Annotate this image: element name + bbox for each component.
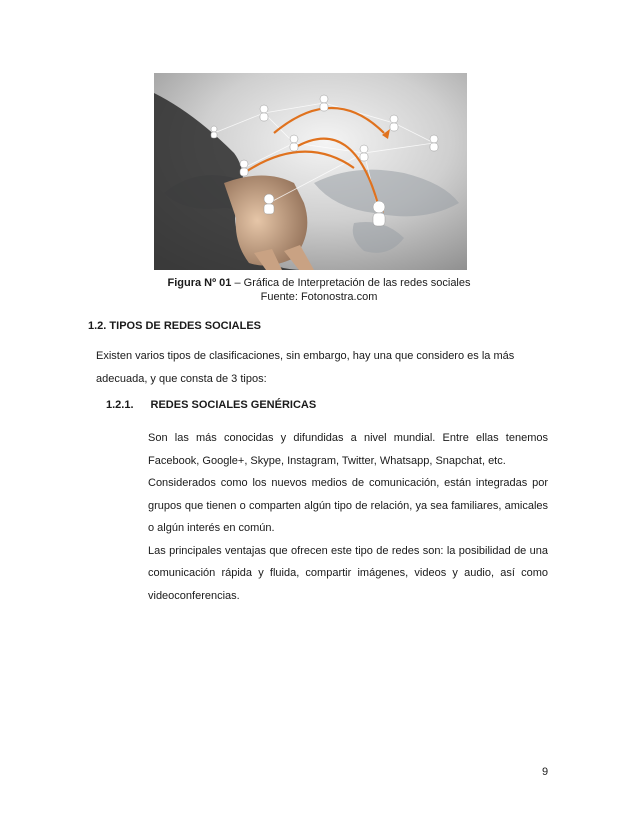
figure-caption bbox=[0, 276, 638, 290]
social-network-illustration bbox=[154, 73, 467, 270]
figure-image bbox=[154, 73, 467, 270]
figure-caption-text: – Gráfica de Interpretación de las redes sociales bbox=[231, 277, 471, 289]
subsection-heading bbox=[106, 398, 316, 412]
figure-caption-label: Figura Nº 01 bbox=[167, 277, 232, 289]
paragraph: Las principales ventajas que ofrecen este tipo de redes son: la posibilidad de una comunicación rápida y fluida, compartir imágenes, videos y audio, así como videoconferencias. bbox=[148, 544, 548, 602]
subsection-title: REDES SOCIALES GENÉRICAS bbox=[150, 399, 317, 411]
subsection-number: 1.2.1. bbox=[106, 399, 134, 411]
subsection-body bbox=[148, 427, 548, 607]
paragraph: Son las más conocidas y difundidas a nivel mundial. Entre ellas tenemos Facebook, Google+, Skype, Instagram, Twitter, Whatsapp, Snapchat, etc. bbox=[148, 432, 548, 467]
paragraph: Considerados como los nuevos medios de comunicación, están integradas por grupos que tienen o comparten algún tipo de relación, ya sea familiares, amicales o algún interés en común. bbox=[148, 477, 548, 534]
section-intro: Existen varios tipos de clasificaciones, sin embargo, hay una que considero es la más adecuada, y que consta de 3 tipos: bbox=[96, 350, 515, 385]
figure-source: Fuente: Fotonostra.com bbox=[260, 291, 378, 303]
section-number: 1.2. bbox=[88, 320, 107, 332]
section-heading bbox=[88, 319, 261, 333]
section-title: TIPOS DE REDES SOCIALES bbox=[109, 320, 262, 332]
page-number: 9 bbox=[542, 766, 549, 778]
